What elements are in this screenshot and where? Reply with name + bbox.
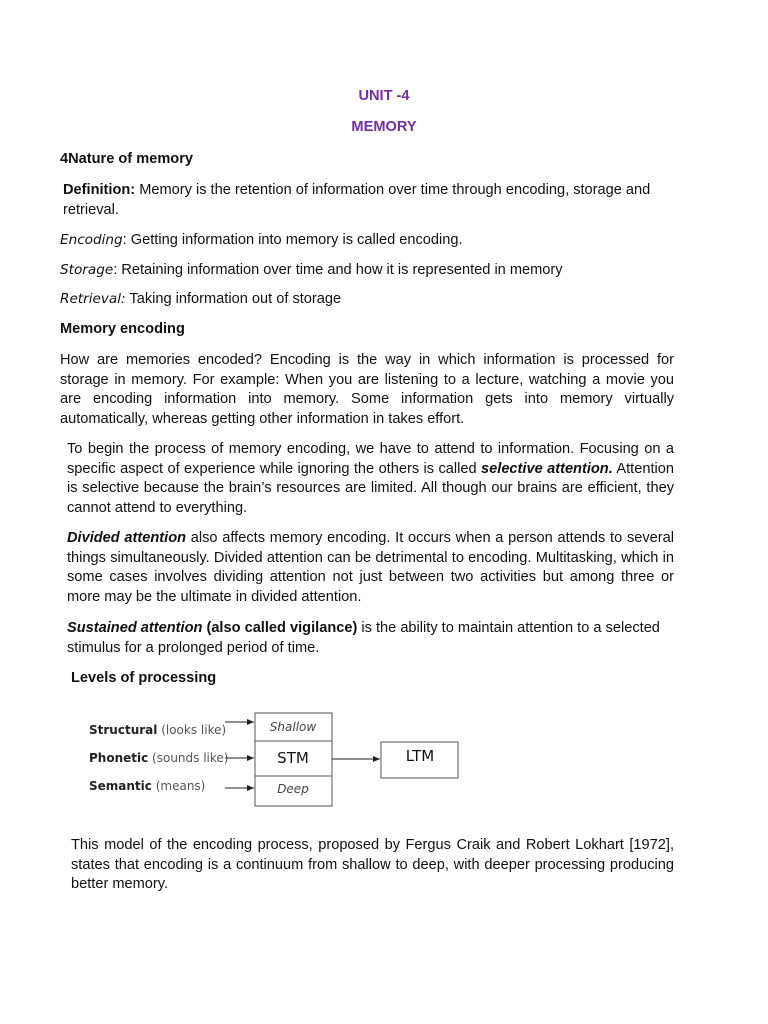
sustained-attention-term: Sustained attention [67,620,203,636]
section-heading-encoding: Memory encoding [60,321,185,337]
storage-term: Storage [60,262,114,278]
unit-heading: UNIT -4 [358,88,410,104]
input-phonetic: Phonetic (sounds like) [89,751,229,765]
levels-of-processing-diagram [86,706,466,812]
divided-attention-term: Divided attention [67,530,187,546]
storage-line [60,261,563,281]
encoding-text: : Getting information into memory is called encoding. [122,232,463,248]
ltm-label: LTM [405,747,435,765]
encoding-term: Encoding [60,232,123,248]
retrieval-text: Taking information out of storage [125,291,342,307]
encoding-paragraph: How are memories encoded? Encoding is the way in which information is processed for storage in memory. For example: When you are listening to a lecture, watching a movie you are encoding information into memory. Some information gets into memory virtually automatically, whereas getting other information in takes effort. [60,352,674,427]
input-semantic: Semantic (means) [89,779,206,793]
section-heading-nature: 4Nature of memory [60,151,194,167]
title-heading: MEMORY [351,119,417,135]
storage-text: : Retaining information over time and how it is represented in memory [113,262,563,278]
divided-attention-text: also affects memory encoding. It occurs when a person attends to several things simultaneously. Divided attention can be detrimental to encoding. Multitasking, which in some cases involves dividing attention not just between two activities but among three or more may be the ultimate in divided attention. [67,530,674,605]
selective-attention-paragraph [67,440,674,518]
selective-text-b: Attention is selective because the brain’s resources are limited. All though our brains are efficient, they cannot attend to everything. [67,460,674,516]
retrieval-term: Retrieval: [60,291,126,307]
divided-attention-paragraph [67,529,674,607]
sustained-attention-bold: (also called vigilance) [202,620,358,636]
selective-attention-term: selective attention. [481,460,613,477]
sustained-attention-text: is the ability to maintain attention to a selected stimulus for a prolonged period of time. [67,620,660,656]
definition-text: Memory is the retention of information over time through encoding, storage and retrieval. [63,182,651,218]
definition-term: Definition: [63,182,136,198]
input-structural: Structural (looks like) [89,723,227,737]
levels-paragraph: This model of the encoding process, proposed by Fergus Craik and Robert Lokhart [1972], states that encoding is a continuum from shallow to deep, with deeper processing producing better memory. [71,837,674,892]
encoding-line [60,231,463,251]
selective-text-a: To begin the process of memory encoding, we have to attend to information. Focusing on a specific aspect of experience while ignoring the others is called [67,441,674,477]
definition-paragraph [63,181,673,220]
deep-label: Deep [277,782,309,796]
section-heading-levels: Levels of processing [71,670,217,686]
stm-label: STM [277,749,309,767]
retrieval-line [60,290,341,310]
shallow-label: Shallow [269,720,317,734]
sustained-attention-paragraph [67,619,674,658]
